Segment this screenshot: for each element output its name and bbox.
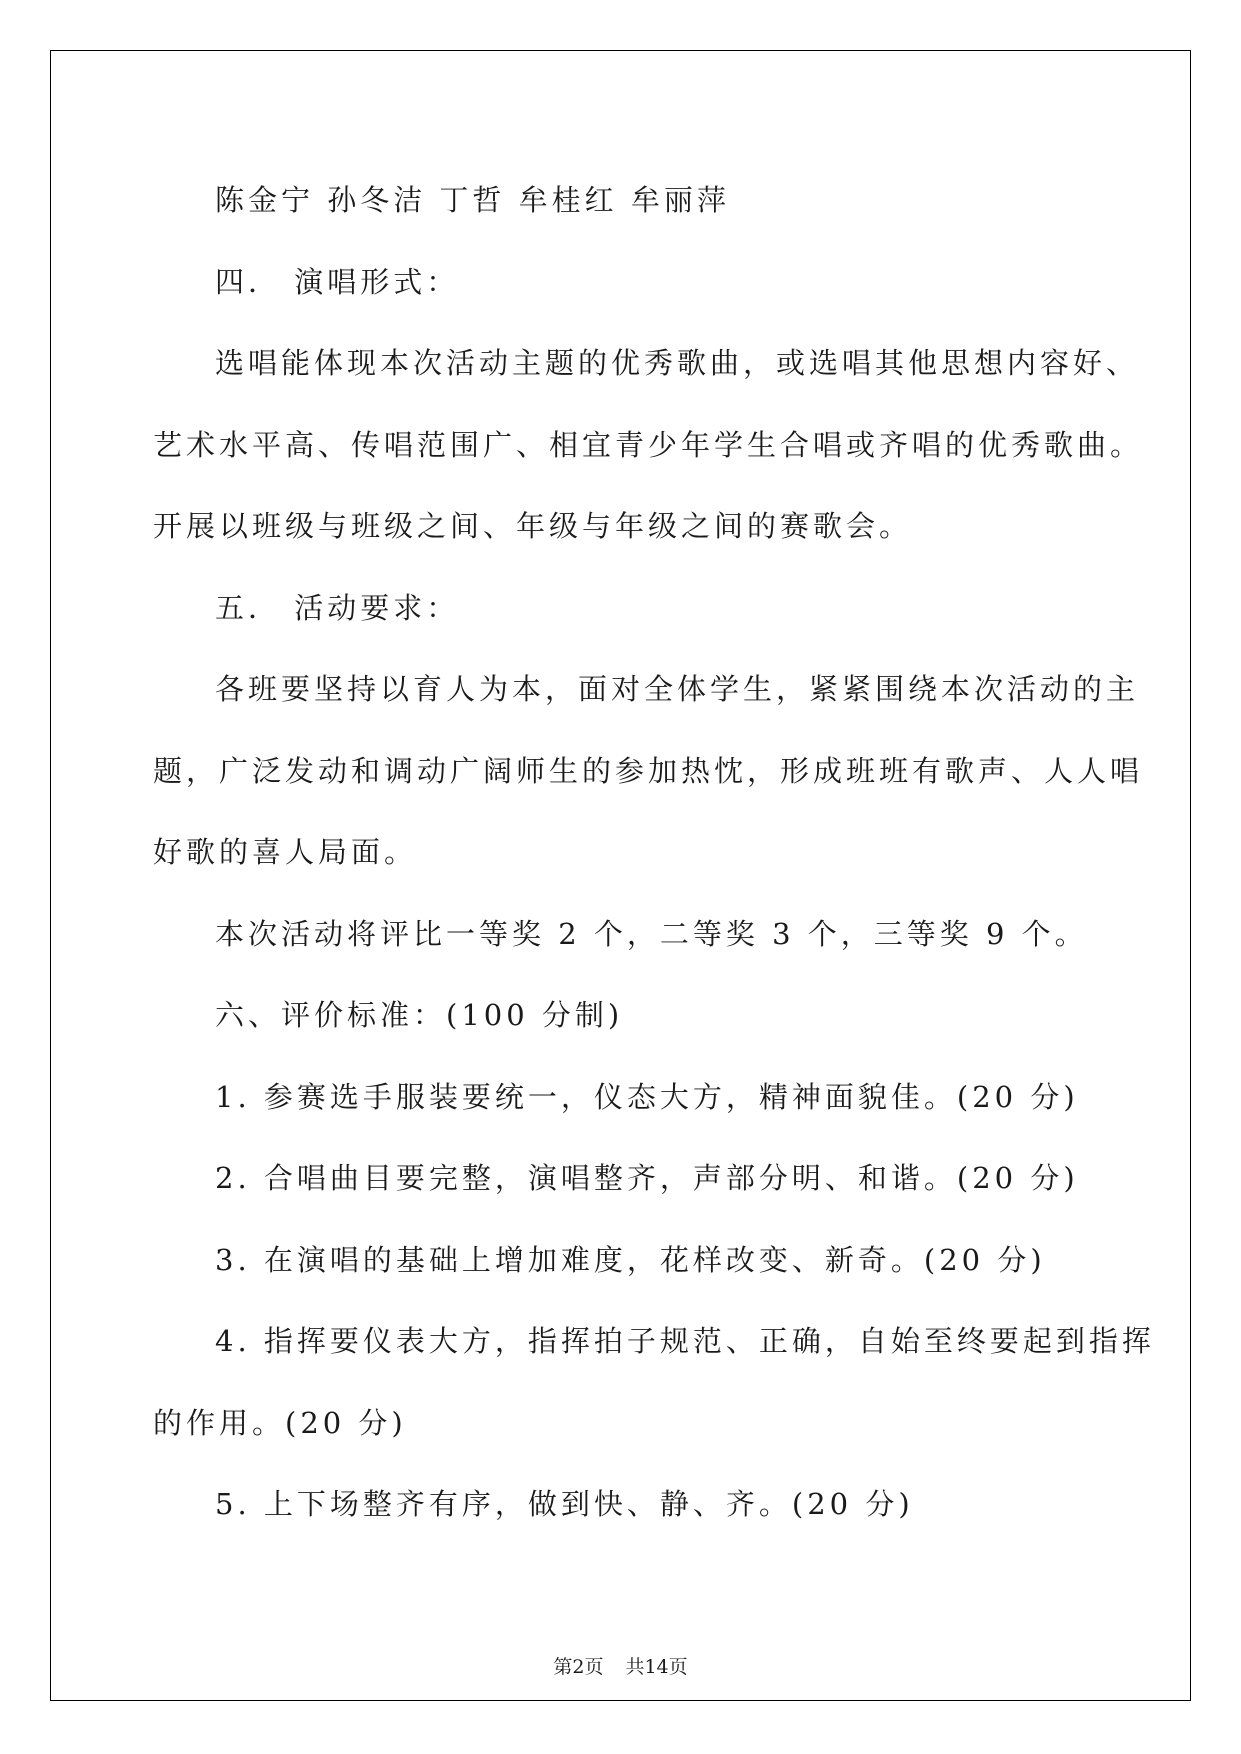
document-body [153,160,1155,1546]
page-number-current: 第2页 [553,1656,604,1678]
paragraph-line: 各班要坚持以育人为本，面对全体学生，紧紧围绕本次活动的主 [215,672,1140,706]
list-item: 2. 合唱曲目要完整，演唱整齐，声部分明、和谐。(20 分) [215,1161,1079,1195]
paragraph-line: 开展以班级与班级之间、年级与年级之间的赛歌会。 [153,509,913,543]
page-footer [0,1652,1241,1679]
paragraph-line: 陈金宁 孙冬洁 丁哲 牟桂红 牟丽萍 [215,183,730,217]
list-item: 3. 在演唱的基础上增加难度，花样改变、新奇。(20 分) [215,1242,1046,1277]
page-number-total: 共14页 [625,1656,688,1678]
section-heading: 四． 演唱形式： [215,264,460,299]
list-item: 4. 指挥要仪表大方，指挥拍子规范、正确，自始至终要起到指挥 [215,1324,1155,1358]
paragraph-line: 好歌的喜人局面。 [153,835,418,869]
paragraph-line: 艺术水平高、传唱范围广、相宜青少年学生合唱或齐唱的优秀歌曲。 [153,427,1144,462]
section-heading: 五． 活动要求： [215,590,460,625]
section-heading: 六、评价标准：(100 分制) [215,998,624,1032]
paragraph-line: 本次活动将评比一等奖 2 个，二等奖 3 个，三等奖 9 个。 [215,916,1088,951]
list-item: 1. 参赛选手服装要统一，仪态大方，精神面貌佳。(20 分) [215,1079,1079,1114]
paragraph-line: 题，广泛发动和调动广阔师生的参加热忱，形成班班有歌声、人人唱 [153,753,1144,788]
list-item: 5. 上下场整齐有序，做到快、静、齐。(20 分) [215,1487,914,1521]
paragraph-line: 选唱能体现本次活动主题的优秀歌曲，或选唱其他思想内容好、 [215,346,1140,380]
list-item-continuation: 的作用。(20 分) [153,1405,407,1440]
